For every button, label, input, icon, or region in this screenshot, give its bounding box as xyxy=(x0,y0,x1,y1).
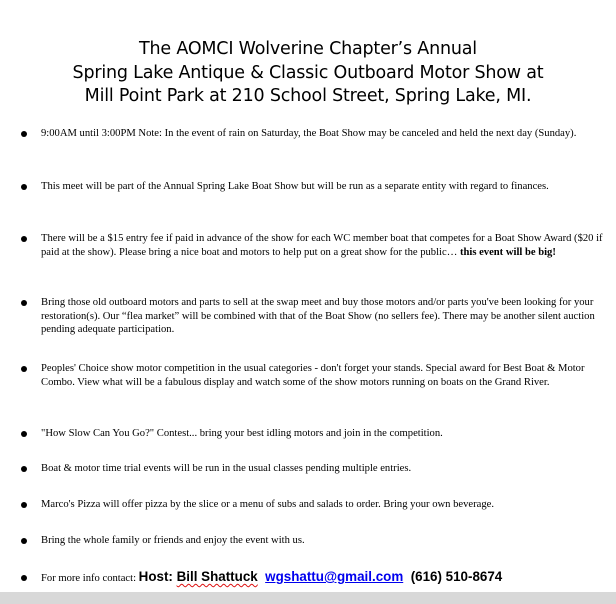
contact-label: For more info contact: xyxy=(41,573,139,584)
scroll-edge xyxy=(0,592,616,604)
bullet-icon xyxy=(21,366,27,372)
bullet-text xyxy=(41,232,607,259)
bullet-text: "How Slow Can You Go?" Contest... bring your best idling motors and join in the competition. xyxy=(41,428,443,439)
host-label: Host: xyxy=(138,569,177,584)
contact-line xyxy=(41,569,502,584)
bullet-icon xyxy=(21,131,27,137)
bullet-text: Bring those old outboard motors and parts to sell at the swap meet and buy those motors and/or parts you've been looking for your restoration(s). Our “flea market” will be combined with that of the Boat Show (no sellers fee). There may be another silent auction pending adequate participation. xyxy=(41,297,595,336)
bullet-text: This meet will be part of the Annual Spring Lake Boat Show but will be run as a separate entity with regard to finances. xyxy=(41,181,549,192)
bullet-icon xyxy=(21,502,27,508)
bullet-text: Peoples' Choice show motor competition in the usual categories - don't forget your stands. Special award for Best Boat & Motor Combo. View what will be a fabulous display and watch some of the show motors running on boats on the Grand River. xyxy=(41,363,585,388)
bullet-text-regular: There will be a $15 entry fee if paid in advance of the show for each WC member boat that competes for a Boat Show Award ($20 if paid at the show). Please bring a nice boat and motors to help put on a great show for the public… xyxy=(41,233,603,258)
bullet-text-bold: this event will be big! xyxy=(459,246,556,258)
bullet-icon xyxy=(21,575,27,581)
bullet-text: Bring the whole family or friends and enjoy the event with us. xyxy=(41,535,305,546)
bullet-icon xyxy=(21,184,27,190)
host-name: Bill Shattuck xyxy=(176,569,258,584)
title-line-3: Mill Point Park at 210 School Street, Spring Lake, MI. xyxy=(84,86,532,106)
bullet-icon xyxy=(21,300,27,306)
bullet-text: Marco's Pizza will offer pizza by the slice or a menu of subs and salads to order. Bring your own beverage. xyxy=(41,499,494,510)
phone-number: (616) 510-8674 xyxy=(410,569,503,584)
bullet-text: Boat & motor time trial events will be run in the usual classes pending multiple entries. xyxy=(41,463,412,474)
email-link[interactable]: wgshattu@gmail.com xyxy=(265,569,404,584)
title-line-1: The AOMCI Wolverine Chapter’s Annual xyxy=(139,39,477,59)
bullet-icon xyxy=(21,538,27,544)
title-line-2: Spring Lake Antique & Classic Outboard Motor Show at xyxy=(72,62,544,83)
bullet-text: 9:00AM until 3:00PM Note: In the event of rain on Saturday, the Boat Show may be canceled and held the next day (Sunday). xyxy=(41,128,577,139)
bullet-icon xyxy=(21,236,27,242)
bullet-icon xyxy=(21,431,27,437)
bullet-icon xyxy=(21,466,27,472)
